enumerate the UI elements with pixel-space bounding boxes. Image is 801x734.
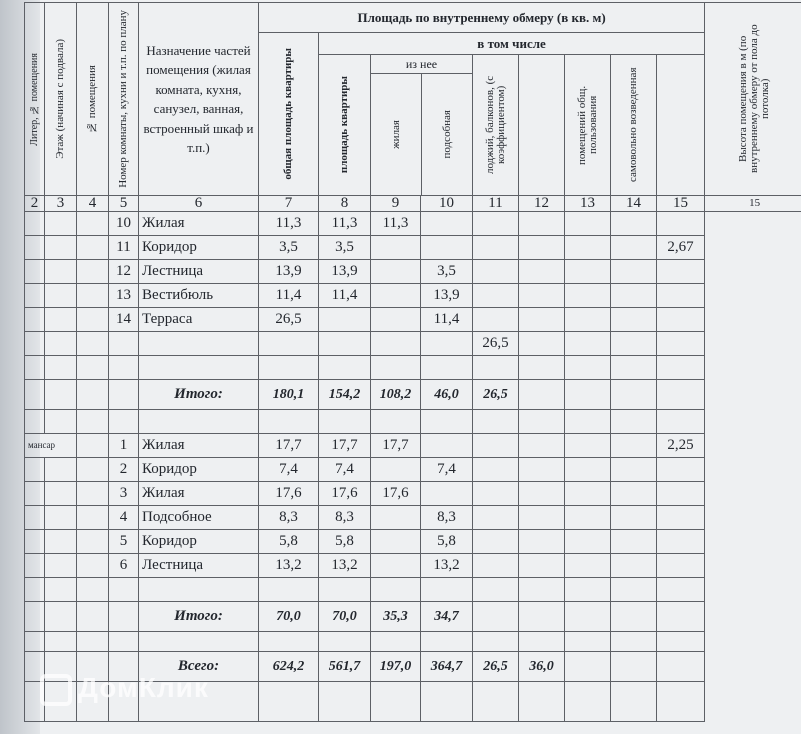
header-including: в том числе bbox=[319, 33, 705, 55]
header-area-group: Площадь по внутреннему обмеру (в кв. м) bbox=[259, 3, 705, 33]
header-living: жилая bbox=[371, 74, 422, 195]
header-col12 bbox=[519, 55, 565, 196]
subtotal-row-1: Итого: 180,1 154,2 108,2 46,0 26,5 bbox=[25, 380, 801, 410]
column-numbers-row: 2 3 4 5 6 7 8 9 10 11 12 13 14 15 15 bbox=[25, 196, 801, 212]
header-aux: подсобная bbox=[440, 110, 453, 159]
header-plan-no: Номер комнаты, кухни и т.п. по плану bbox=[109, 3, 139, 196]
table-row: 2 Коридор 7,4 7,4 7,4 bbox=[25, 458, 801, 482]
header-room-no: № помещения bbox=[77, 3, 109, 196]
table-row: 13 Вестибюль 11,4 11,4 13,9 bbox=[25, 284, 801, 308]
header-loggia: лоджий, балконов, (с коэффициентом) bbox=[473, 55, 519, 196]
table-row: 6 Лестница 13,2 13,2 13,2 bbox=[25, 554, 801, 578]
terrace-loggia-value: 26,5 bbox=[473, 332, 519, 356]
table-row: 5 Коридор 5,8 5,8 5,8 bbox=[25, 530, 801, 554]
header-of-it: из нее bbox=[371, 55, 472, 74]
table-row: 3 Жилая 17,6 17,6 17,6 bbox=[25, 482, 801, 506]
header-height: Высота помещения в м (по внутреннему обмеру от пола до потолка) bbox=[705, 3, 801, 196]
header-of-it-group bbox=[371, 55, 473, 196]
header-litera: Литер, № помещения bbox=[25, 3, 45, 196]
table-row bbox=[25, 356, 801, 380]
floor-mansard-label: мансар bbox=[25, 434, 77, 458]
table-row bbox=[25, 632, 801, 652]
table-row: 4 Подсобное 8,3 8,3 8,3 bbox=[25, 506, 801, 530]
domclick-watermark: ДомКлик bbox=[40, 672, 209, 706]
table-row bbox=[25, 332, 801, 356]
house-logo-icon bbox=[40, 674, 72, 706]
grand-total-row: Всего: 624,2 561,7 197,0 364,7 26,5 36,0 bbox=[25, 652, 801, 682]
subtotal-row-2: Итого: 70,0 70,0 35,3 34,7 bbox=[25, 602, 801, 632]
header-purpose: Назначение частей помещения (жилая комната, кухня, санузел, ванная, встроенный шкаф и т.п.) bbox=[139, 3, 259, 196]
table-row bbox=[25, 410, 801, 434]
table-row: 14 Терраса 26,5 11,4 bbox=[25, 308, 801, 332]
area-table bbox=[24, 2, 801, 722]
header-floor: Этаж (начиная с подвала) bbox=[45, 3, 77, 196]
table-row: 12 Лестница 13,9 13,9 3,5 bbox=[25, 260, 801, 284]
header-flat-area: площадь квартиры bbox=[319, 55, 371, 196]
table-row: мансар 1 Жилая 17,7 17,7 17,7 2,25 bbox=[25, 434, 801, 458]
table-row: 10 Жилая 11,3 11,3 11,3 bbox=[25, 212, 801, 236]
table-row bbox=[25, 578, 801, 602]
header-unauth: самовольно возведенная bbox=[611, 55, 657, 196]
table-row: 11 Коридор 3,5 3,5 2,67 bbox=[25, 236, 801, 260]
header-total-area: общая площадь квартиры bbox=[259, 33, 319, 196]
header-public: помещений общ. пользования bbox=[565, 55, 611, 196]
